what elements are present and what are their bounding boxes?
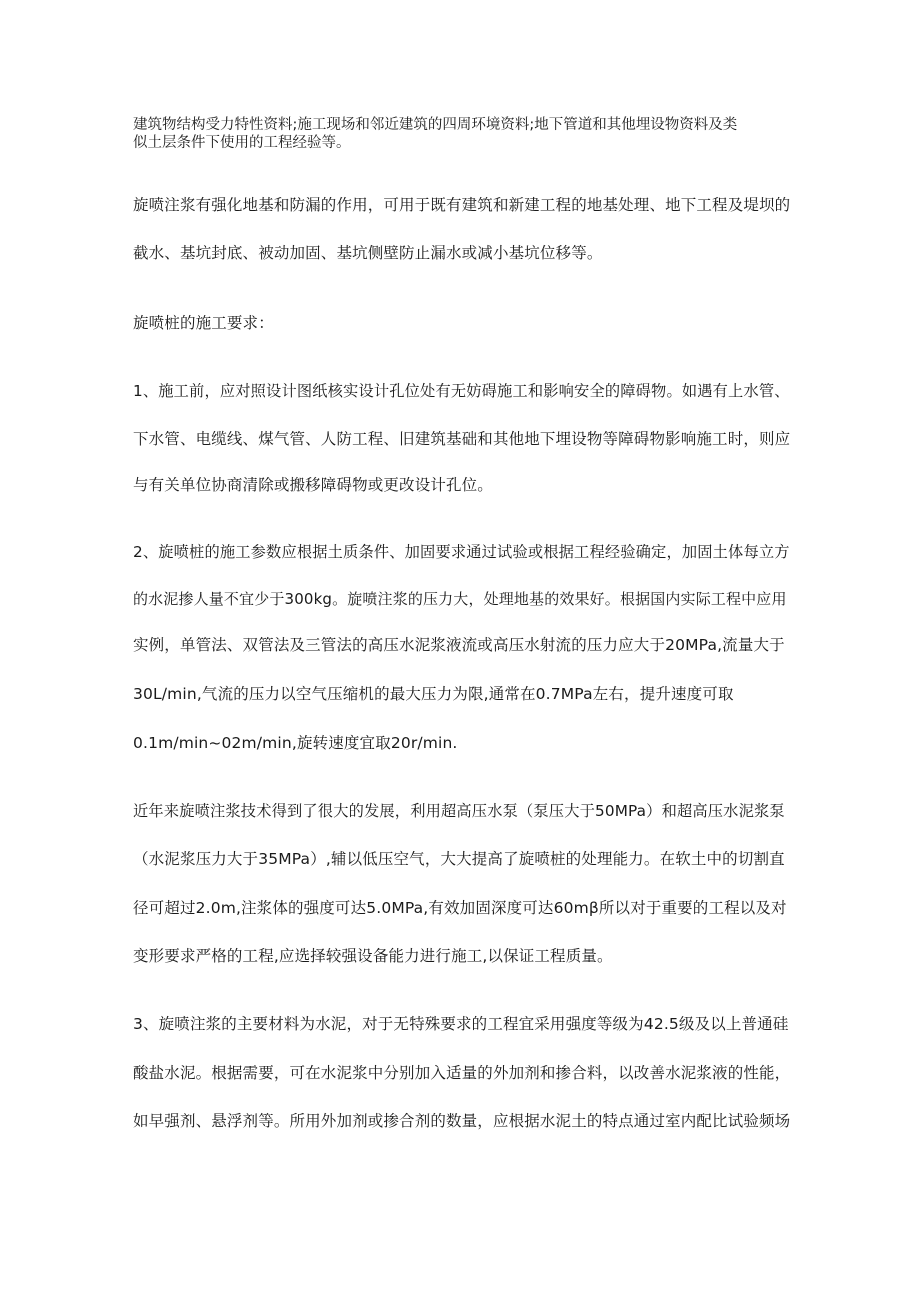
- text-line: （水泥浆压力大于35MPa）,辅以低压空气，大大提高了旋喷桩的处理能力。在软土中的切割直: [133, 850, 785, 868]
- section-heading: 旋喷桩的施工要求：: [133, 314, 274, 332]
- text-line: 1、施工前，应对照设计图纸核实设计孔位处有无妨碍施工和影响安全的障碍物。如遇有上水管、: [133, 382, 790, 400]
- text-line: 变形要求严格的工程,应选择较强设备能力进行施工,以保证工程质量。: [133, 947, 613, 965]
- text-line: 似土层条件下使用的工程经验等。: [133, 135, 351, 151]
- text-line: 3、旋喷注浆的主要材料为水泥，对于无特殊要求的工程宜采用强度等级为42.5级及以上普通硅: [133, 1015, 789, 1033]
- text-line: 30L∕min,气流的压力以空气压缩机的最大压力为限,通常在0.7MPa左右，提升速度可取: [133, 685, 734, 703]
- text-line: 近年来旋喷注浆技术得到了很大的发展，利用超高压水泵（泵压大于50MPa）和超高压水泥浆泵: [133, 802, 785, 820]
- text-line: 截水、基坑封底、被动加固、基坑侧壁防止漏水或减小基坑位移等。: [133, 244, 603, 262]
- text-line: 旋喷注浆有强化地基和防漏的作用，可用于既有建筑和新建工程的地基处理、地下工程及堤坝的: [133, 196, 791, 214]
- text-line: 的水泥掺人量不宜少于300kg。旋喷注浆的压力大，处理地基的效果好。根据国内实际工程中应用: [133, 590, 787, 608]
- text-line: 2、旋喷桩的施工参数应根据土质条件、加固要求通过试验或根据工程经验确定，加固土体每立方: [133, 543, 790, 561]
- text-line: 如早强剂、悬浮剂等。所用外加剂或掺合剂的数量，应根据水泥土的特点通过室内配比试验频场: [133, 1112, 791, 1130]
- text-line: 与有关单位协商清除或搬移障碍物或更改设计孔位。: [133, 476, 493, 494]
- text-line: 0.1m∕min~02m∕min,旋转速度宜取20r∕min.: [133, 734, 458, 752]
- text-line: 径可超过2.0m,注浆体的强度可达5.0MPa,有效加固深度可达60mβ所以对于重要的工程以及对: [133, 899, 787, 917]
- text-line: 实例，单管法、双管法及三管法的高压水泥浆液流或高压水射流的压力应大于20MPa,流量大于: [133, 636, 785, 654]
- text-line: 建筑物结构受力特性资料;施工现场和邻近建筑的四周环境资料;地下管道和其他埋设物资料及类: [133, 117, 738, 133]
- text-line: 酸盐水泥。根据需要，可在水泥浆中分别加入适量的外加剂和掺合料，以改善水泥浆液的性能，: [133, 1064, 791, 1082]
- text-line: 下水管、电缆线、煤气管、人防工程、旧建筑基础和其他地下埋设物等障碍物影响施工时，则应: [133, 430, 791, 448]
